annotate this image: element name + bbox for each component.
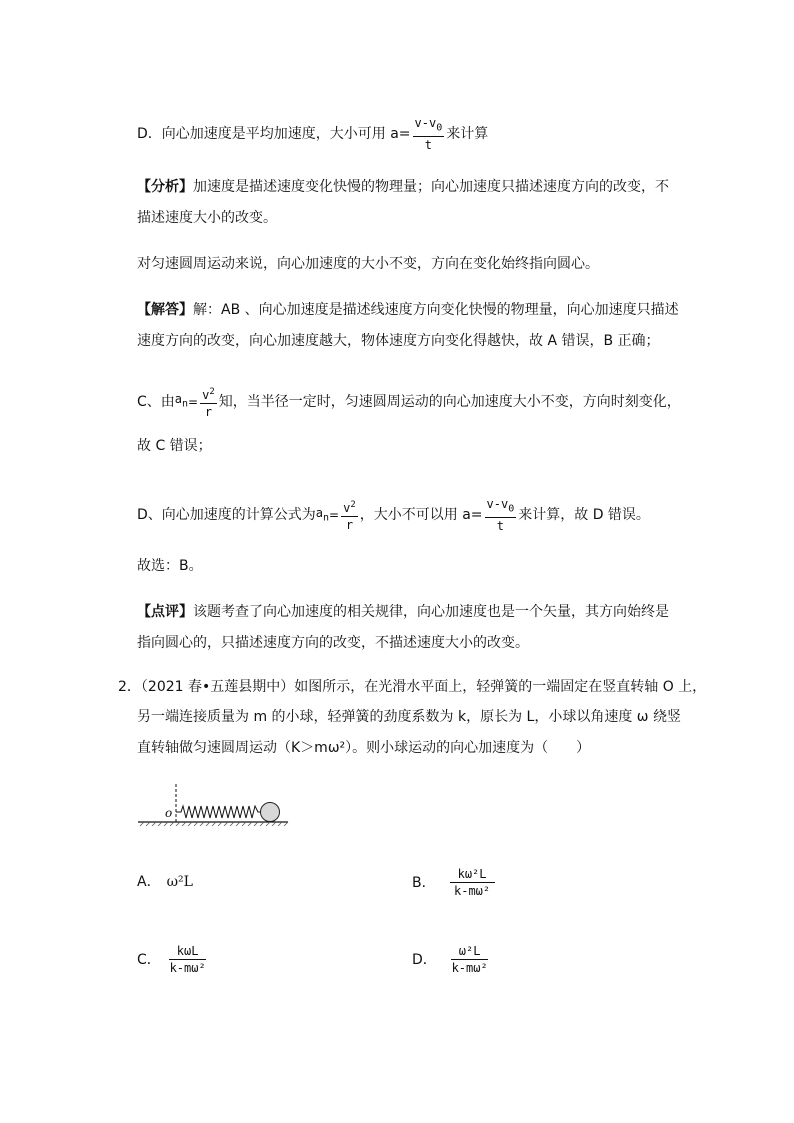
answer-c-tail: 知，当半径一定时，匀速圆周运动的向心加速度大小不变，方向时刻变化， xyxy=(218,394,681,410)
spring-ball-figure xyxy=(136,782,296,832)
analysis-line-2 xyxy=(137,208,277,228)
answer-d-prefix: D、向心加速度的计算公式为 xyxy=(137,507,316,524)
option-a-text: ω²L xyxy=(166,874,193,890)
answer-line-2 xyxy=(137,331,660,351)
fraction-v-v0-over-t xyxy=(413,116,445,152)
question2-line-1 xyxy=(118,677,706,697)
analysis-tag: 【分析】 xyxy=(137,179,193,195)
answer-text-1: 解：AB 、向心加速度是描述线速度方向变化快慢的物理量，向心加速度只描述 xyxy=(193,302,679,318)
answer-d-mid: ，大小不可以用 a= xyxy=(359,507,483,524)
option-d-line xyxy=(137,116,488,152)
option-a[interactable] xyxy=(137,872,193,892)
ball xyxy=(261,803,280,822)
fraction-v2-over-r-2: $\frac{v^2}{r}$ xyxy=(343,500,356,533)
comment-line-2 xyxy=(137,633,529,653)
option-d-label: D． xyxy=(412,951,437,968)
answer-tag: 【解答】 xyxy=(137,302,193,318)
analysis-line-1 xyxy=(137,177,669,197)
frac-denominator: t xyxy=(424,138,433,153)
question2-text-3: 直转轴做匀速圆周运动（K＞mω²）。则小球运动的向心加速度为（ ） xyxy=(137,740,591,756)
spring xyxy=(176,806,261,818)
option-c-fraction: $\frac{\text{kωL}}{\text{k-mω²}}$ xyxy=(169,944,206,975)
option-c[interactable] xyxy=(137,944,208,975)
answer-c-text-2: 故 C 错误； xyxy=(137,438,212,454)
analysis-text-1: 加速度是描述速度变化快慢的物理量；向心加速度只描述速度方向的改变，不 xyxy=(193,179,669,195)
formula-an-2: $a_n$ xyxy=(315,505,330,523)
comment-text-2: 指向圆心的，只描述速度方向的改变，不描述速度大小的改变。 xyxy=(137,635,529,651)
answer-c-prefix: C、由 xyxy=(137,394,175,410)
answer-d-line: D、向心加速度的计算公式为$a_n=$ $\frac{v^2}{r}$ ，大小不可以用 a= $\frac{v-v_0}{t}$ 来计算，故 D 错误。 xyxy=(137,497,650,534)
option-b[interactable] xyxy=(412,867,497,898)
answer-line-1 xyxy=(137,300,679,320)
option-d[interactable] xyxy=(412,944,490,975)
option-b-label: B． xyxy=(412,874,436,891)
answer-choice: 故选：B。 xyxy=(137,558,203,574)
answer-c-line-2 xyxy=(137,436,212,456)
equals-sign: = xyxy=(188,395,199,409)
answer-choice-line xyxy=(137,556,203,576)
fraction-v2-over-r: $\frac{v^2}{r}$ xyxy=(202,387,215,419)
option-d-tail: 来计算 xyxy=(446,126,489,143)
option-a-label: A． xyxy=(137,874,161,890)
comment-tag: 【点评】 xyxy=(137,604,193,620)
option-b-fraction: $\frac{\text{kω²L}}{\text{k-mω²}}$ xyxy=(450,867,495,898)
option-c-label: C． xyxy=(137,951,161,968)
answer-d-tail: 来计算，故 D 错误。 xyxy=(518,507,650,524)
question2-line-2 xyxy=(137,707,681,727)
option-d-fraction: $\frac{\text{ω²L}}{\text{k-mω²}}$ xyxy=(451,944,488,975)
frac-numerator: v-v xyxy=(414,116,437,130)
axis-label-o: o xyxy=(165,806,173,820)
answer-c-line xyxy=(137,385,681,419)
analysis-line-3 xyxy=(137,254,599,274)
fraction-v-v0-over-t-2: $\frac{v-v_0}{t}$ xyxy=(486,497,515,534)
comment-line-1 xyxy=(137,602,669,622)
comment-text-1: 该题考查了向心加速度的相关规律，向心加速度也是一个矢量，其方向始终是 xyxy=(193,604,669,620)
analysis-text-3: 对匀速圆周运动来说，向心加速度的大小不变，方向在变化始终指向圆心。 xyxy=(137,256,599,272)
frac-numerator-sub: 0 xyxy=(436,122,443,134)
question2-text-2: 另一端连接质量为 m 的小球，轻弹簧的劲度系数为 k，原长为 L，小球以角速度 ω 绕竖 xyxy=(137,709,681,725)
question2-text-1: 2．（2021 春•五莲县期中）如图所示，在光滑水平面上，轻弹簧的一端固定在竖直转轴 O 上， xyxy=(118,679,707,695)
analysis-text-2: 描述速度大小的改变。 xyxy=(137,210,277,226)
answer-text-2: 速度方向的改变，向心加速度越大，物体速度方向变化得越快，故 A 错误，B 正确； xyxy=(137,333,660,349)
question2-line-3 xyxy=(137,738,590,758)
option-d-text: D．向心加速度是平均加速度，大小可用 a= xyxy=(137,126,411,143)
formula-an: $a_n$ xyxy=(174,392,189,410)
